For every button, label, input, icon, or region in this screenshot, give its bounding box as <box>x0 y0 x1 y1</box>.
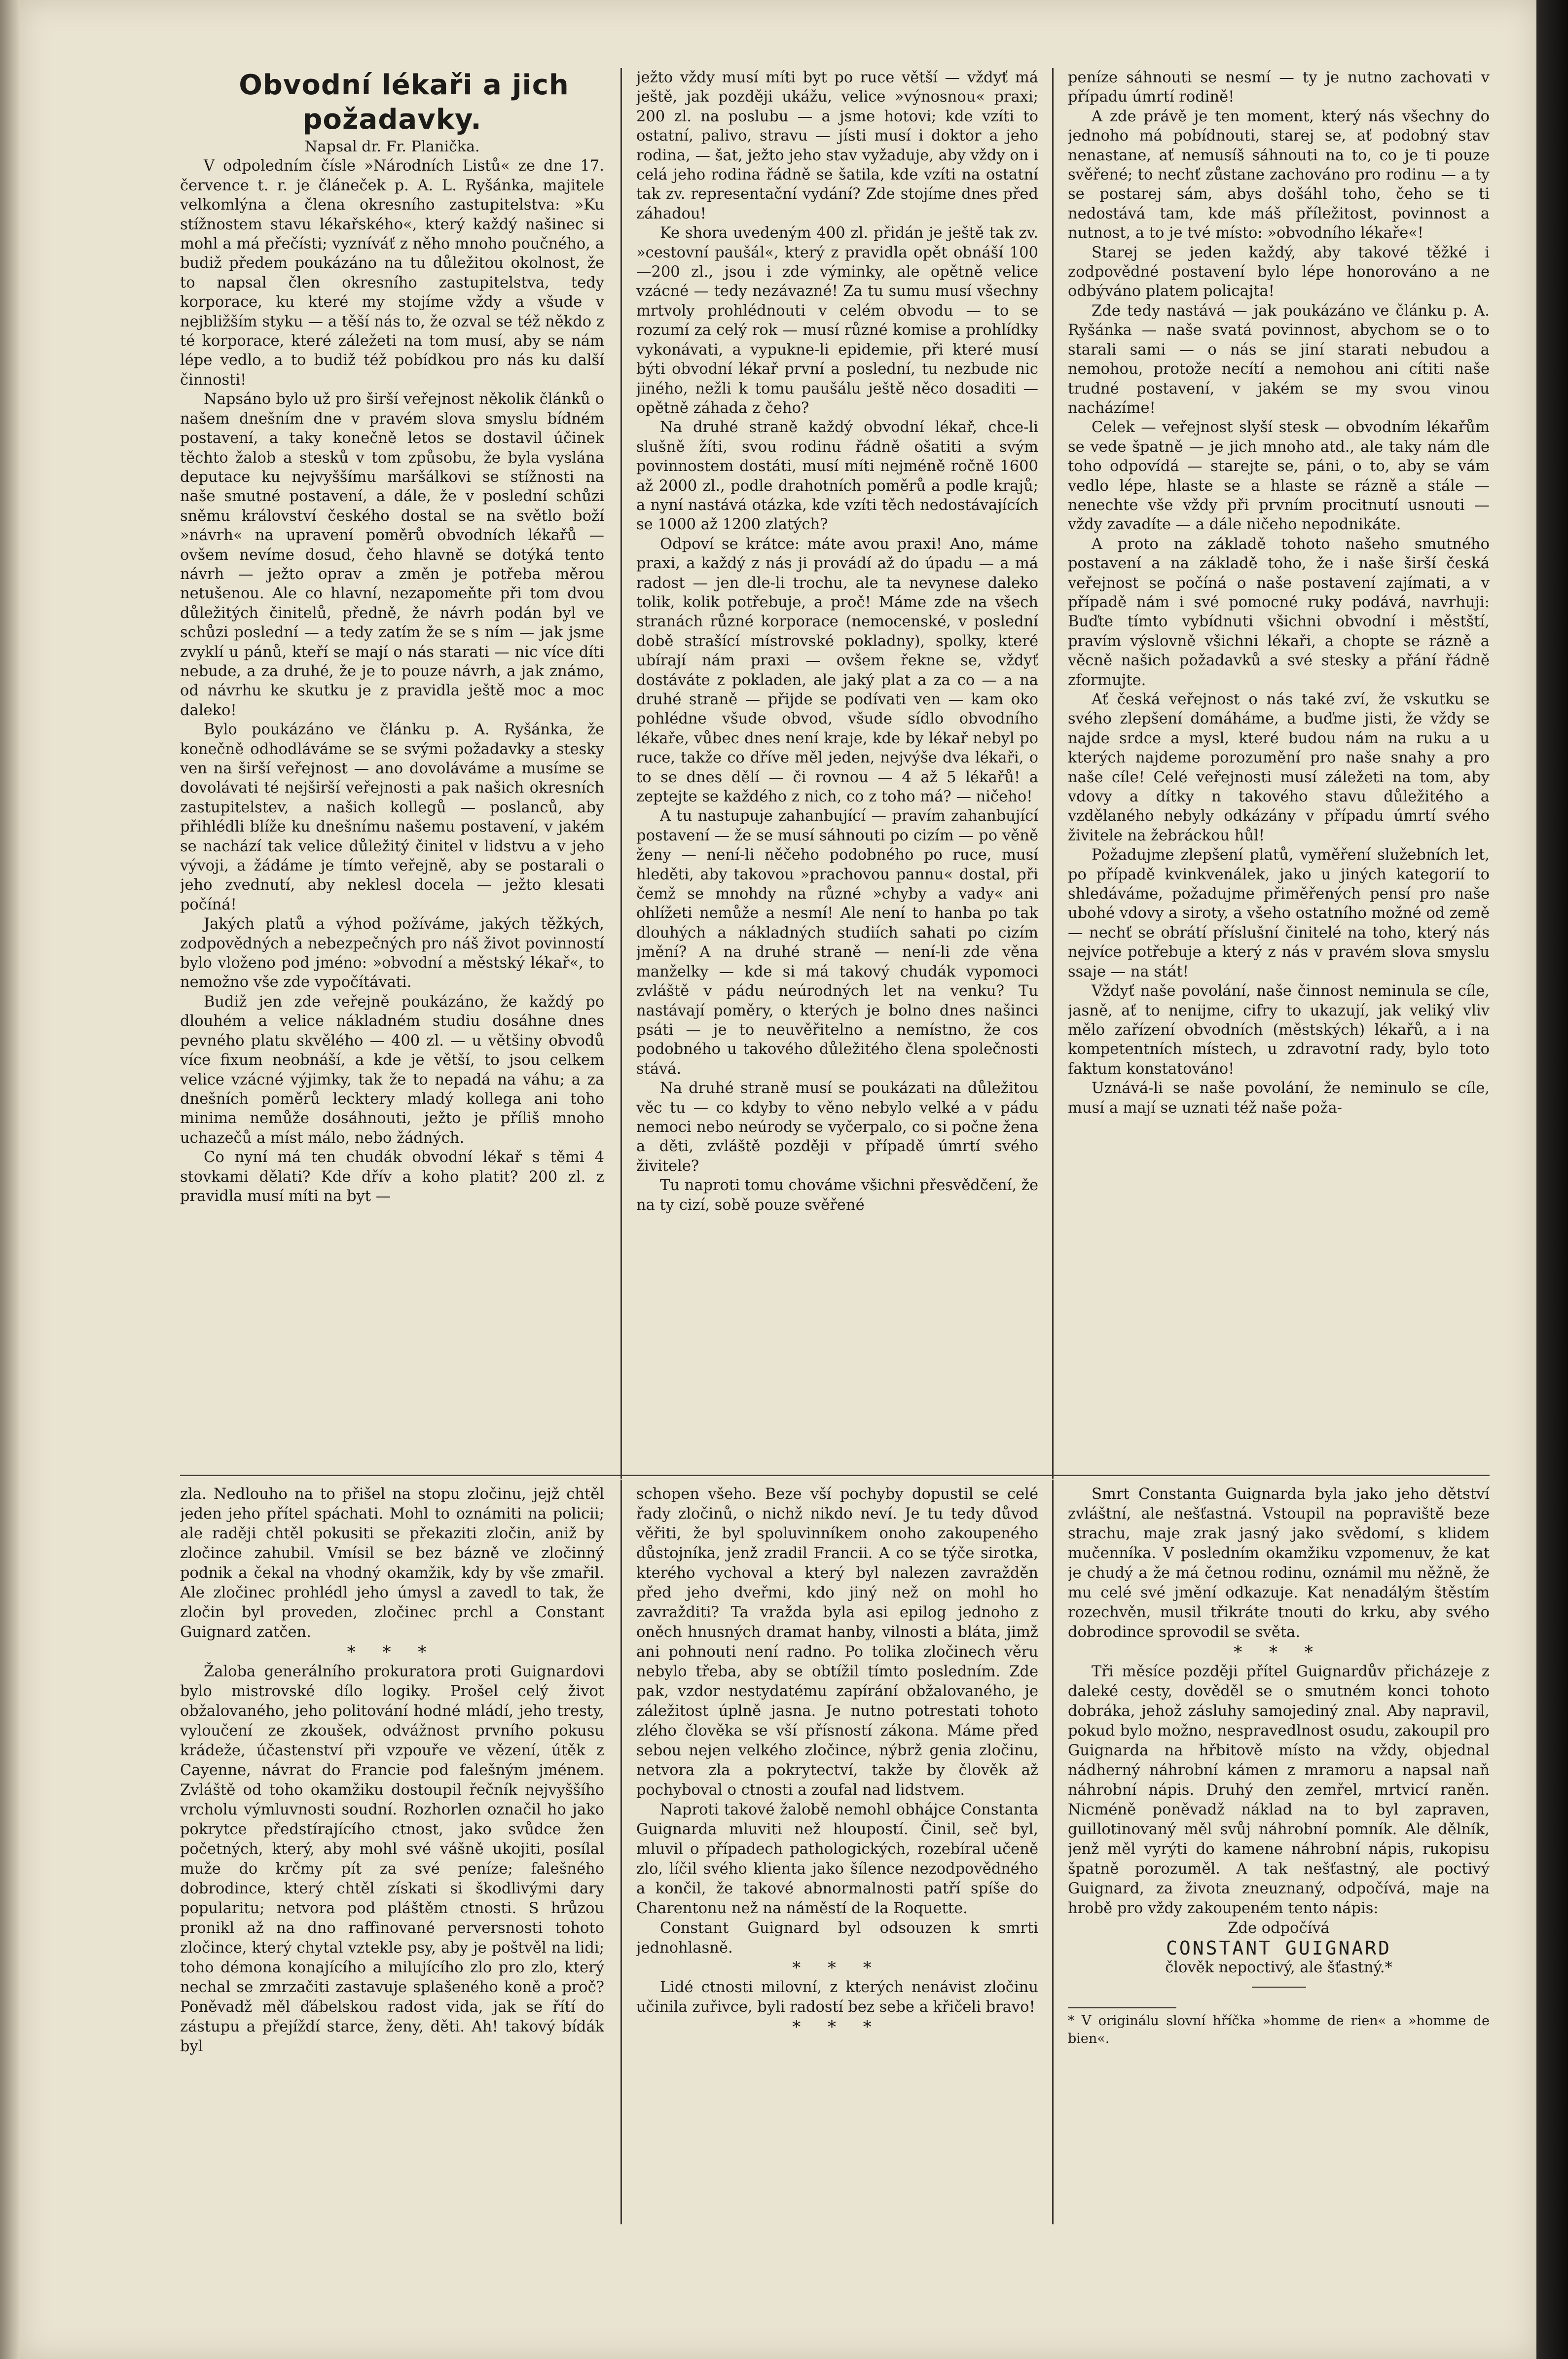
article-paragraph: Celek — veřejnost slyší stesk — obvodním lékařům se vede špatně — je jich mnoho atd., ale taky nám dle toho odpovídá — starejte se, páni, o to, aby se vám vedlo lépe, hlaste se a hlaste se rázně a stále — nenechte vše vždy při prvním procitnutí usnouti — vždy zavadíte — a dále ničeho nepodnikáte. <box>1068 419 1490 534</box>
column-divider <box>620 68 622 1479</box>
article-paragraph: Uznává-li se naše povolání, že neminulo se cíle, musí a mají se uznati též naše poža- <box>1068 1080 1490 1117</box>
article-paragraph: Ke shora uvedeným 400 zl. přidán je ještě tak zv. »cestovní paušál«, který z pravidla opět obnáší 100—200 zl., jsou i zde výminky, ale opětně velice vzácné — tedy nezávazné! Za tu sumu musí všechny mrtvoly prohlédnouti v celém obvodu — to se rozumí za celý rok — musí různé komise a prohlídky vykonávati, a vypukne-li epidemie, při které musí býti obvodní lékař první a poslední, tu nezbude nic jiného, nežli k tomu paušálu ještě něco dosaditi — opětně záhada z čeho? <box>636 224 1038 417</box>
article-title: Obvodní lékaři a jich požadavky. <box>239 69 569 136</box>
article-paragraph: Ať česká veřejnost o nás také zví, že vskutku se svého zlepšení domáháme, a buďme jisti, že vždy se najde srdce a mysl, které budou nám na ruku a u kterých najdeme porozumění pro naše snahy a pro naše cíle! Celé veřejnosti musí záležeti na tom, aby vdovy a dítky n takového stavu důležitého a vzdělaného nebyly odkázány v případu úmrtí svého živitele na žebráckou hůl! <box>1068 691 1490 844</box>
column-divider <box>1052 1480 1054 2224</box>
column-divider <box>1052 68 1054 1479</box>
article-column-1 <box>180 68 604 1469</box>
story-column-3 <box>1068 1485 1490 2224</box>
epitaph-intro: Zde odpočívá <box>1228 1920 1330 1937</box>
article-paragraph: Zde tedy nastává — jak poukázáno ve článku p. A. Ryšánka — naše svatá povinnost, abychom se o to starali sami — o nás se jiní starati nebudou a nemohou, protože necítí a nemohou ani cítiti naše trudné postavení, v jakém se my svou vinou nacházíme! <box>1068 302 1490 417</box>
article-paragraph: Napsáno bylo už pro širší veřejnost několik článků o našem dnešním dne v pravém slova smyslu bídném postavení, a taky konečně letos se dostavil účinek těchto žalob a stesků v tom způsobu, že byla vyslána deputace ku nejvyššímu maršálkovi se stížnosti na naše smutné postavení, a dále, že v poslední schůzi sněmu království českého dostal se na světlo boží »návrh« na upravení poměrů obvodních lékařů — ovšem nevíme dosud, čeho hlavně se dotýká tento návrh — ježto oprav a změn je potřeba měrou netušenou. Ale co hlavní, nezapomeňte při tom dvou důležitých činitelů, předně, že návrh podán byl ve schůzi poslední — a tedy zatím že se s ním — jak jsme zvyklí u pánů, kteří se mají o nás starati — nic více díti nebude, a za druhé, že je to pouze návrh, a jak známo, od návrhu ke skutku je z pravidla ještě moc a moc daleko! <box>180 391 604 719</box>
article-paragraph: Jakých platů a výhod požíváme, jakých těžkých, zodpovědných a nebezpečných pro náš život povinností bylo vloženo pod jméno: »obvodní a městský lékař«, to nemožno vše zde vypočítávati. <box>180 915 604 991</box>
story-paragraph: schopen všeho. Beze vší pochyby dopustil se celé řady zločinů, o nichž nikdo neví. Je tu tedy důvod věřiti, že byl spoluvinníkem onoho zakoupeného důstojníka, jenž zradil Francii. A co se týče sirotka, kterého vychoval a který byl nalezen zavražděn před jeho dveřmi, kdo jiný než on mohl ho zavražditi? Ta vražda byla asi epilog jednoho z oněch hnusných dramat hanby, vilnosti a bláta, jimž ani pohnouti není radno. Po tolika zločinech věru nebylo třeba, aby se obtížil tímto posledním. Zde pak, vzdor nestydatému zapírání obžalovaného, je záležitost úplně jasna. Je nutno potrestati tohoto zlého člověka se vší přísností zákona. Máme před sebou nejen velkého zločince, nýbrž genia zločinu, netvora zla a pokrytectví, takže by člověk až pochyboval o ctnosti a zoufal nad lidstvem. <box>636 1486 1038 1799</box>
footnote: * V originálu slovní hříčka »homme de rien« a »homme de bien«. <box>1068 2013 1490 2046</box>
article-paragraph: Bylo poukázáno ve článku p. A. Ryšánka, že konečně odhodláváme se se svými požadavky a stesky ven na širší veřejnost — ano dovoláváme a musíme se dovolávati té nejširší veřejnosti a pak našich okresních zastupitelstev, a našich kollegů — poslanců, aby přihlédli blíže ku dnešnímu našemu postavení, v jakém se nachází tak velice důležitý činitel v lidstvu a v jeho vývoji, a žádáme je tímto veřejně, aby se postarali o jeho zvednutí, aby neklesl docela — ježto klesati počíná! <box>180 721 604 913</box>
article-paragraph: A zde právě je ten moment, který nás všechny do jednoho má pobídnouti, starej se, ať podobný stav nenastane, ať nemusíš sáhnouti na to, co je ti pouze svěřené; to nechť zůstane zachováno pro rodinu — a ty se postarej sám, abys došáhl toho, čeho se ti nedostává tam, kde máš příležitost, povinnost a nutnost, a to je tvé místo: »obvodního lékaře«! <box>1068 108 1490 242</box>
story-paragraph: Naproti takové žalobě nemohl obhájce Constanta Guignarda mluviti než hloupostí. Činil, seč byl, mluvil o případech pathologických, rozebíral učeně zlo, líčil svého klienta jako šílence nezodpovědného a končil, že takové abnormalnosti patří spíše do Charentonu než na náměstí de la Roquette. <box>636 1801 1038 1917</box>
section-stars: * * * <box>347 1642 438 1662</box>
article-paragraph: Na druhé straně každý obvodní lékař, chce-li slušně žíti, svou rodinu řádně ošatiti a svým povinnostem dostáti, musí míti nejméně ročně 1600 až 2000 zl., podle drahotních poměrů a podle krajů; a nyní nastává otázka, kde vzíti těch nedostávajících se 1000 až 1200 zlatých? <box>636 419 1038 534</box>
article-paragraph: Na druhé straně musí se poukázati na důležitou věc tu — co kdyby to věno nebylo velké a v pádu nemoci nebo neúrody se vyčerpalo, co si počne žena a děti, zvláště později v případě úmrtí svého živitele? <box>636 1080 1038 1175</box>
story-paragraph: Žaloba generálního prokuratora proti Guignardovi bylo mistrovské dílo logiky. Prošel celý život obžalovaného, jeho politování hodné mládí, jeho tresty, vyloučení ze zkoušek, odvážnost prvního pokusu krádeže, účastenství při vzpouře ve vězení, útěk z Cayenne, návrat do Francie pod falešným jménem. Zvláště od toho okamžiku dostoupil řečník nejvyššího vrcholu výmluvnosti soudní. Rozhorlen označil ho jako pokrytce předstírajícího ctnost, jako svůdce žen početných, který, aby mohl své vášně ukojiti, posílal muže do krčmy pít za své peníze; falešného dobrodince, který chtěl získati si škodlivými dary popularitu; netvora pod pláštěm ctnosti. S hrůzou pronikl až na dno raffinované perversnosti tohoto zločince, který chytal vztekle psy, aby je poštvěl na lidi; toho démona konajícího a milujícího zlo pro zlo, který nechal se zmrzačiti zastavuje splašeného koně a proč? Poněvadž měl ďábelskou radost vida, jak se řítí do zástupu a přejíždí starce, ženy, děti. Ah! takový bídák byl <box>180 1663 604 2055</box>
page-spine-shadow <box>0 0 20 2359</box>
story-verdict: Constant Guignard byl odsouzen k smrti jednohlasně. <box>636 1920 1038 1957</box>
article-paragraph: Vždyť naše povolání, naše činnost neminula se cíle, jasně, ať to nenijme, cifry to ukazují, jak veliký vliv mělo zařízení obvodních (městských) lékařů, a i na kompetentních místech, u zdravotní rady, bylo toto faktum konstatováno! <box>1068 982 1490 1078</box>
story-paragraph: Smrt Constanta Guignarda byla jako jeho dětství zvláštní, ale nešťastná. Vstoupil na popraviště beze strachu, maje zrak jasný jako svědomí, s klidem mučenníka. V posledním okamžiku vzpomenuv, že kat je chudý a že má četnou rodinu, oznámil mu něžně, že mu celé své jmění odkazuje. Kat nenadálým štěstím rozechvěn, musil třikráte tnouti do krku, aby svého dobrodince sprovodil se světa. <box>1068 1486 1490 1641</box>
article-paragraph: A tu nastupuje zahanbující — pravím zahanbující postavení — že se musí sáhnouti po cizím — po věně ženy — není-li něčeho podobného po ruce, musí hleděti, aby takovou »prachovou pannu« dostal, při čemž se mnohdy na různé »chyby a vady« ani ohlížeti nemůže a nesmí! Ale není to hanba po tak dlouhých a nákladných studiích sahati po cizím jmění? A na druhé straně — není-li zde věna manželky — kde si má takový chudák vypomoci zvláště v pádu neúrodných let na venku? Tu nastávají poměry, o kterých je bolno dnes našinci psáti — je to neuvěřitelno a nemístno, že cos podobného u takového důležitého člena společnosti stává. <box>636 807 1038 1078</box>
section-stars: * * * <box>792 2017 882 2037</box>
story-paragraph: Tři měsíce později přítel Guignardův přicházeje z daleké cesty, dověděl se o smutném konci tohoto dobráka, jehož zásluhy samojediný znal. Aby napravil, pokud bylo možno, nespravedlnost osudu, zakoupil pro Guignarda na hřbitově místo na vždy, objednal nádherný náhrobní kámen z mramoru a napsal naň náhrobní nápis. Druhý den zemřel, mrtvicí raněn. Nicméně poněvadž náklad na to byl zapraven, guillotinovaný měl svůj náhrobní pomník. Ale dělník, jenž měl vyrýti do kamene náhrobní nápis, rukopisu špatně porozuměl. A tak nešťastný, ale poctivý Guignard, za života zneuznaný, odpočívá, maje na hrobě pro vždy zakoupeném tento nápis: <box>1068 1663 1490 1917</box>
article-column-2 <box>636 68 1038 1469</box>
article-paragraph: Tu naproti tomu chováme všichni přesvědčení, že na ty cizí, sobě pouze svěřené <box>636 1177 1038 1214</box>
article-paragraph: peníze sáhnouti se nesmí — ty je nutno zachovati v případu úmrtí rodině! <box>1068 69 1490 106</box>
epitaph-line: člověk nepoctivý, ale šťastný.* <box>1165 1959 1392 1976</box>
article-paragraph: Starej se jeden každý, aby takové těžké i zodpovědné postavení bylo lépe honorováno a ne odbýváno platem policajta! <box>1068 244 1490 300</box>
article-byline: Napsal dr. Fr. Planička. <box>304 138 480 155</box>
article-paragraph: A proto na základě tohoto našeho smutného postavení a na základě toho, že i naše širší česká veřejnost se počíná o naše postavení zajímati, a v případě nám i své pomocné ruky podává, navrhuji: Buďte tímto vybídnuti všichni obvodní i městští, pravím výslovně všichni lékaři, a chopte se rázně a věcně našich požadavků a své stesky a přání řádně zformujte. <box>1068 535 1490 689</box>
story-column-1 <box>180 1485 604 2224</box>
footnote-divider <box>1068 2007 1176 2008</box>
story-column-2 <box>636 1485 1038 2224</box>
page-right-edge <box>1536 0 1568 2359</box>
article-paragraph: V odpoledním čísle »Národních Listů« ze dne 17. července t. r. je článeček p. A. L. Ryšánka, majitele velkomlýna a člena okresního zastupitelstva: »Ku stížnostem stavu lékařského«, který každý našinec si mohl a má přečísti; vyzníváť z něho mnoho poučného, a budiž předem poukázáno na tu důležitou okolnost, že to napsal člen okresního zastupitelstva, tedy korporace, ku které my stojíme vždy a všude v nejbližším styku — a těší nás to, že ozval se též někdo z té korporace, které záležeti na tom musí, aby se nám lépe vedlo, a to budiž též pobídkou pro nás ku další činnosti! <box>180 157 604 389</box>
section-divider <box>180 1475 1490 1476</box>
epitaph-name: CONSTANT GUIGNARD <box>1166 1937 1391 1959</box>
article-column-3 <box>1068 68 1490 1469</box>
story-paragraph: zla. Nedlouho na to přišel na stopu zločinu, jejž chtěl jeden jeho přítel spáchati. Mohl to oznámiti na policii; ale raději chtěl pokusiti se překaziti zločin, aniž by zločince zahubil. Vmísil se bez bázně ve zločinný podnik a čekal na vhodný okamžik, kdy by vše zmařil. Ale zločinec prohlédl jeho úmysl a zavedl to tak, že zločin byl proveden, zločinec prchl a Constant Guignard zatčen. <box>180 1486 604 1641</box>
article-paragraph: Odpoví se krátce: máte avou praxi! Ano, máme praxi, a každý z nás ji provádí až do úpadu — a má radost — jen dle-li trochu, ale ta nevynese daleko tolik, kolik potřebuje, a proč! Máme zde na všech stranách různé korporace (nemocenské, v poslední době strašící místrovské pokladny), spolky, které ubírají nám praxi — ovšem řekne se, vždyť dostáváte z pokladen, ale jaký plat a za co — a na druhé straně — přijde se podívati ven — kam oko pohlédne všude obvod, všude sídlo obvodního lékaře, vůbec dnes není kraje, kde by lékař nebyl po ruce, takže co dříve měl jeden, nejvýše dva lékaři, o to se dnes dělí — či rovnou — 4 až 5 lékařů! a zeptejte se každého z nich, co z toho má? — ničeho! <box>636 535 1038 806</box>
short-divider <box>1252 1987 1306 1988</box>
article-paragraph: Budiž jen zde veřejně poukázáno, že každý po dlouhém a velice nákladném studiu dosáhne dnes pevného platu skvělého — 400 zl. — u většiny obvodů více fixum neobnáší, a kde je větší, to jsou celkem velice vzácné výjimky, tak že to nepadá na váhu; a za dnešních poměrů lecktery mladý kollega ani toho minima nemůže dosáhnouti, ježto je příliš mnoho uchazečů a míst málo, nebo žádných. <box>180 993 604 1147</box>
section-stars: * * * <box>1234 1642 1324 1662</box>
story-paragraph: Lidé ctnosti milovní, z kterých nenávist zločinu učinila zuřivce, byli radostí bez sebe a křičeli bravo! <box>636 1979 1038 2016</box>
article-paragraph: Co nyní má ten chudák obvodní lékař s těmi 4 stovkami dělati? Kde dřív a koho platit? 200 zl. z pravidla musí míti na byt — <box>180 1149 604 1205</box>
column-divider <box>620 1480 622 2224</box>
article-paragraph: ježto vždy musí míti byt po ruce větší — vždyť má ještě, jak později ukážu, velice »výnosnou« praxi; 200 zl. na poslubu — a jsme hotovi; kde vzíti to ostatní, palivo, stravu — jísti musí i doktor a jeho rodina, — šat, ježto jeho stav vyžaduje, aby vždy on i celá jeho rodina řádně se šatila, kde vzíti na ostatní tak zv. representační vydání? Zde stojíme dnes před záhadou! <box>636 69 1038 222</box>
section-stars: * * * <box>792 1958 882 1978</box>
article-paragraph: Požadujme zlepšení platů, vyměření služebních let, po případě kvinkvenálek, jako u jiných kategorií to shledáváme, požadujme přiměřených pensí pro naše ubohé vdovy a siroty, a všeho ostatního možné od země — nechť se obrátí příslušní činitelé na toho, který nás nejvíce potřebuje a který z nás v pravém slova smyslu ssaje — na stát! <box>1068 846 1490 980</box>
